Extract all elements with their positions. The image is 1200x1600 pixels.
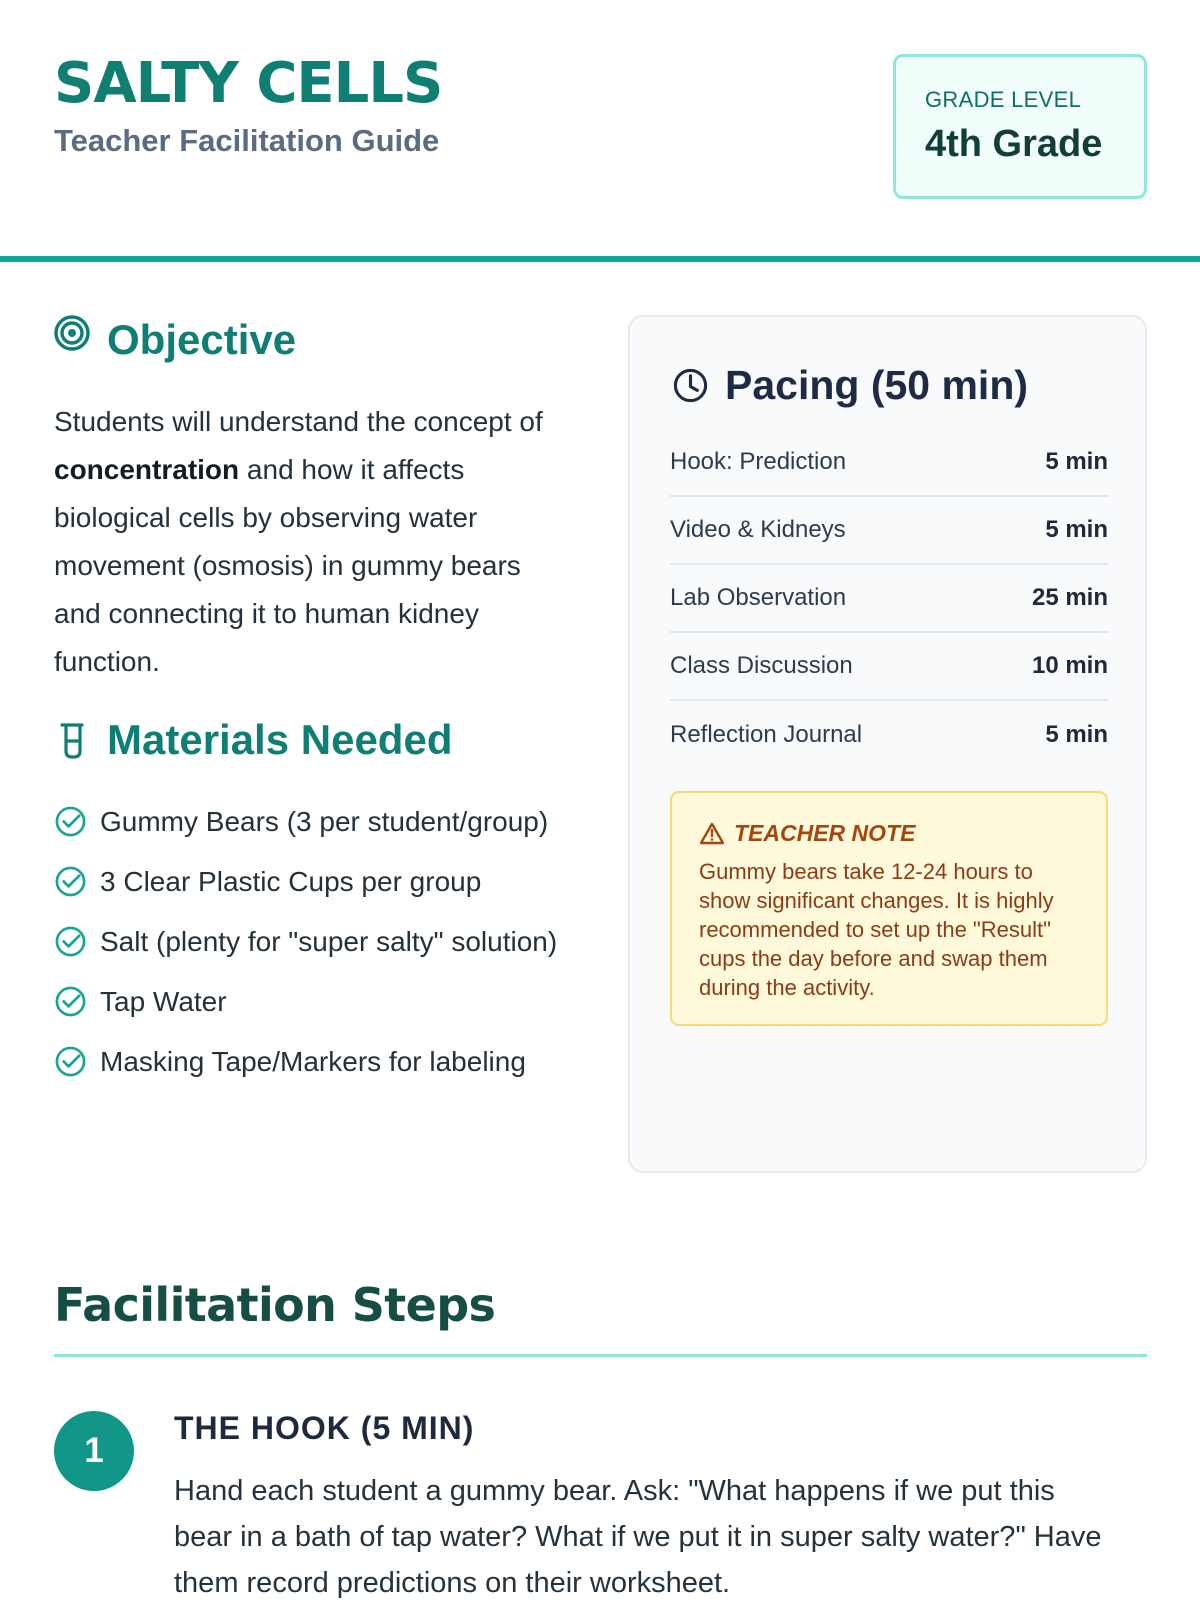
pacing-header — [672, 362, 1028, 409]
pacing-card — [628, 315, 1147, 1173]
material-item-label: 3 Clear Plastic Cups per group — [100, 865, 482, 897]
material-item — [54, 978, 584, 1025]
facilitation-title: Facilitation Steps — [54, 1278, 496, 1332]
step-body: Hand each student a gummy bear. Ask: "What happens if we put this bear in a bath of tap water? What if we put it in super salty water?" Have them record predictions on their worksheet. — [174, 1475, 1102, 1599]
teacher-note-body: Gummy bears take 12-24 hours to show significant changes. It is highly recommended to set up the "Result" cups the day before and swap them during the activity. — [699, 859, 1054, 1000]
checkmark-circle-icon — [54, 805, 87, 838]
target-icon — [54, 314, 96, 356]
material-item-label: Gummy Bears (3 per student/group) — [100, 805, 549, 837]
objective-text-prefix: Students will understand the concept of — [54, 406, 543, 437]
objective-text-suffix: and how it affects biological cells by observing water movement (osmosis) in gummy bears and connecting it to human kidney function. — [54, 454, 521, 677]
step-title: THE HOOK (5 MIN) — [174, 1410, 475, 1446]
objective-bold-term: concentration — [54, 454, 240, 485]
checkmark-circle-icon — [54, 1045, 87, 1078]
checkmark-circle-icon — [54, 985, 87, 1018]
material-item — [54, 798, 584, 845]
pacing-time: 5 min — [1045, 448, 1108, 475]
materials-title: Materials Needed — [107, 716, 453, 763]
pacing-row — [670, 701, 1108, 769]
pacing-title: Pacing (50 min) — [725, 362, 1029, 408]
checkmark-circle-icon — [54, 865, 87, 898]
objective-title: Objective — [107, 316, 297, 363]
warning-icon — [699, 821, 725, 847]
material-item — [54, 858, 584, 905]
grade-level-card — [893, 54, 1147, 199]
material-item-label: Tap Water — [100, 985, 227, 1017]
material-item — [54, 1038, 584, 1085]
pacing-row — [670, 565, 1108, 633]
pacing-activity: Reflection Journal — [670, 721, 863, 748]
materials-list — [54, 798, 584, 1098]
page-header — [0, 0, 1200, 262]
material-item-label: Masking Tape/Markers for labeling — [100, 1045, 526, 1077]
pacing-row — [670, 497, 1108, 565]
beaker-icon — [54, 720, 96, 762]
checkmark-circle-icon — [54, 925, 87, 958]
pacing-time: 25 min — [1031, 584, 1108, 611]
teacher-note-header — [699, 820, 915, 847]
pacing-activity: Hook: Prediction — [670, 448, 847, 475]
pacing-list — [670, 429, 1108, 769]
pacing-row — [670, 429, 1108, 497]
grade-level-label: GRADE LEVEL — [925, 87, 1082, 112]
grade-level-value: 4th Grade — [925, 123, 1103, 165]
pacing-activity: Class Discussion — [670, 652, 853, 679]
pacing-row — [670, 633, 1108, 701]
section-divider — [54, 1354, 1147, 1357]
pacing-activity: Lab Observation — [670, 584, 847, 611]
page-subtitle: Teacher Facilitation Guide — [54, 123, 440, 158]
objective-text — [54, 398, 559, 686]
teacher-note-title: TEACHER NOTE — [734, 820, 916, 846]
material-item — [54, 918, 584, 965]
step-number-badge: 1 — [54, 1411, 134, 1491]
page-title: SALTY CELLS — [54, 51, 443, 116]
teacher-note — [670, 791, 1108, 1026]
pacing-time: 10 min — [1031, 652, 1108, 679]
clock-icon — [672, 367, 709, 404]
pacing-time: 5 min — [1045, 721, 1108, 748]
material-item-label: Salt (plenty for "super salty" solution) — [100, 925, 558, 957]
pacing-activity: Video & Kidneys — [670, 516, 846, 543]
pacing-time: 5 min — [1045, 516, 1108, 543]
